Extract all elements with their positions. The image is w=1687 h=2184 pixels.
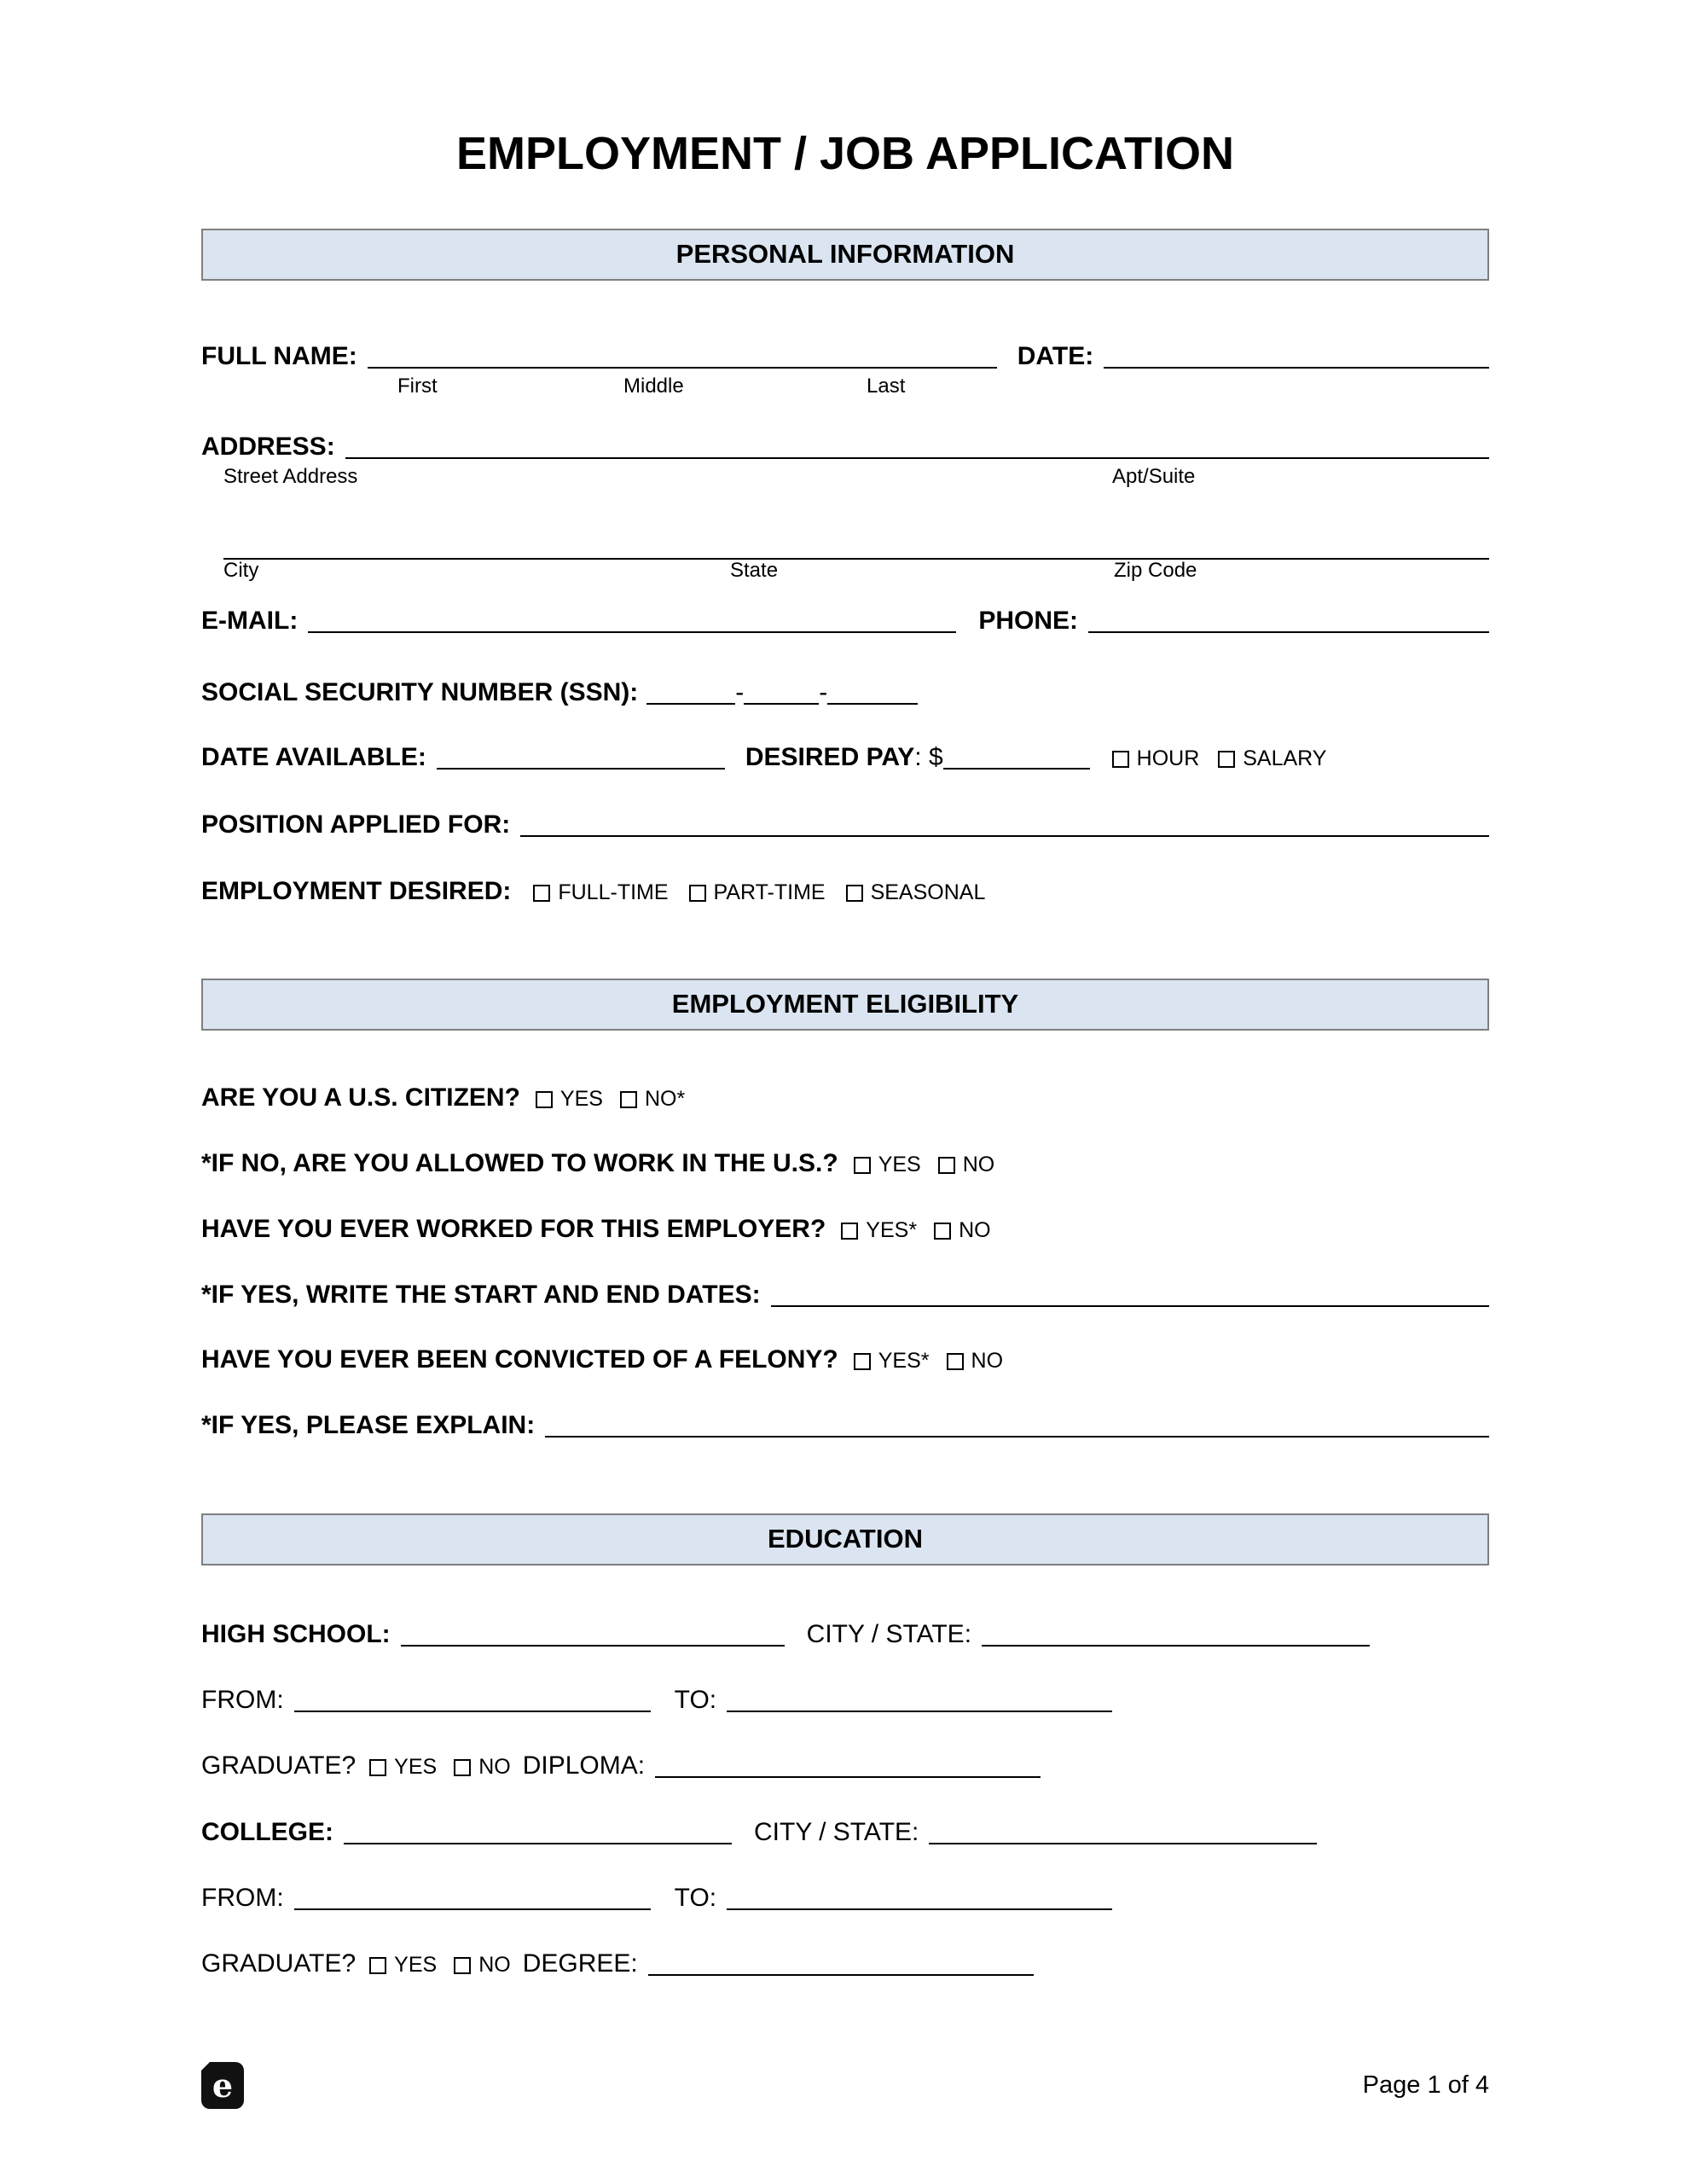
college-graduate-row xyxy=(201,1949,1489,1979)
college-graduate-no-checkbox[interactable] xyxy=(454,1957,471,1974)
citizen-question-row xyxy=(201,1083,1489,1113)
college-label: COLLEGE: xyxy=(201,1818,333,1846)
employment-desired-label: EMPLOYMENT DESIRED: xyxy=(201,877,512,905)
phone-label: PHONE: xyxy=(978,607,1078,635)
sublabel-state: State xyxy=(730,559,779,582)
section-header-personal-information: PERSONAL INFORMATION xyxy=(201,229,1489,281)
felony-explain-input-line[interactable] xyxy=(545,1419,1489,1438)
address-line2-row xyxy=(201,537,1489,555)
felony-no-label: NO xyxy=(971,1349,1004,1373)
worked-before-question-label: HAVE YOU EVER WORKED FOR THIS EMPLOYER? xyxy=(201,1215,826,1243)
college-row xyxy=(201,1818,1489,1847)
citizen-yes-checkbox[interactable] xyxy=(536,1091,553,1108)
sublabel-middle: Middle xyxy=(623,375,684,398)
sublabel-apt-suite: Apt/Suite xyxy=(1112,465,1196,488)
ssn-row xyxy=(201,678,1489,707)
high-school-graduate-yes-checkbox[interactable] xyxy=(369,1759,386,1776)
felony-yes-checkbox[interactable] xyxy=(854,1353,871,1370)
desired-pay-label: DESIRED PAY xyxy=(745,743,915,771)
street-address-input-line[interactable] xyxy=(345,440,1489,459)
ssn-part1-input-line[interactable] xyxy=(646,686,735,705)
high-school-from-input-line[interactable] xyxy=(294,1693,651,1712)
hour-checkbox[interactable] xyxy=(1112,751,1129,768)
address-label: ADDRESS: xyxy=(201,433,335,461)
degree-label: DEGREE: xyxy=(522,1949,638,1978)
allowed-yes-label: YES xyxy=(878,1153,921,1176)
citizen-no-checkbox[interactable] xyxy=(620,1091,637,1108)
college-input-line[interactable] xyxy=(344,1826,732,1844)
date-input-line[interactable] xyxy=(1104,350,1489,369)
college-to-label: TO: xyxy=(674,1884,717,1912)
salary-option-label: SALARY xyxy=(1243,746,1327,770)
felony-explain-label: *IF YES, PLEASE EXPLAIN: xyxy=(201,1411,536,1439)
college-from-label: FROM: xyxy=(201,1884,284,1912)
position-applied-label: POSITION APPLIED FOR: xyxy=(201,810,511,839)
high-school-input-line[interactable] xyxy=(401,1628,785,1647)
start-end-dates-input-line[interactable] xyxy=(771,1288,1489,1307)
position-applied-row xyxy=(201,810,1489,839)
college-graduate-yes-label: YES xyxy=(394,1953,438,1977)
name-sublabels-row xyxy=(201,373,1489,402)
full-name-row xyxy=(201,342,1489,371)
address-row xyxy=(201,433,1489,462)
ssn-separator: - xyxy=(819,678,828,706)
ssn-part3-input-line[interactable] xyxy=(827,686,918,705)
city-state-zip-sublabels-row xyxy=(201,557,1489,586)
phone-input-line[interactable] xyxy=(1088,614,1489,633)
page-number: Page 1 of 4 xyxy=(1362,2071,1489,2099)
full-name-input-line[interactable] xyxy=(368,350,997,369)
email-input-line[interactable] xyxy=(308,614,956,633)
part-time-checkbox[interactable] xyxy=(689,885,706,902)
eforms-logo xyxy=(201,2062,244,2109)
page-footer xyxy=(201,2062,1489,2109)
high-school-dates-row xyxy=(201,1686,1489,1715)
date-available-label: DATE AVAILABLE: xyxy=(201,743,426,771)
allowed-no-checkbox[interactable] xyxy=(938,1157,955,1174)
worked-no-label: NO xyxy=(959,1218,991,1242)
college-dates-row xyxy=(201,1884,1489,1913)
degree-input-line[interactable] xyxy=(648,1957,1034,1976)
position-applied-input-line[interactable] xyxy=(520,818,1489,837)
allowed-yes-checkbox[interactable] xyxy=(854,1157,871,1174)
sublabel-last: Last xyxy=(867,375,906,398)
desired-pay-input-line[interactable] xyxy=(943,751,1090,770)
high-school-graduate-label: GRADUATE? xyxy=(201,1751,357,1780)
citizen-yes-label: YES xyxy=(559,1087,603,1111)
seasonal-option-label: SEASONAL xyxy=(870,880,986,904)
date-available-pay-row xyxy=(201,743,1489,773)
worked-before-question-row xyxy=(201,1215,1489,1245)
felony-yes-label: YES* xyxy=(878,1349,930,1373)
high-school-graduate-no-label: NO xyxy=(478,1755,511,1779)
sublabel-first: First xyxy=(397,375,438,398)
worked-yes-checkbox[interactable] xyxy=(841,1223,858,1240)
ssn-separator: - xyxy=(735,678,745,706)
start-end-dates-row xyxy=(201,1281,1489,1310)
high-school-city-state-input-line[interactable] xyxy=(982,1628,1370,1647)
address-sublabels-row xyxy=(201,463,1489,492)
felony-question-label: HAVE YOU EVER BEEN CONVICTED OF A FELONY? xyxy=(201,1345,838,1374)
sublabel-zip-code: Zip Code xyxy=(1114,559,1197,582)
allowed-no-label: NO xyxy=(962,1153,995,1176)
ssn-label: SOCIAL SECURITY NUMBER (SSN): xyxy=(201,678,639,706)
college-to-input-line[interactable] xyxy=(727,1891,1112,1910)
college-graduate-no-label: NO xyxy=(478,1953,511,1977)
high-school-graduate-yes-label: YES xyxy=(394,1755,438,1779)
high-school-to-label: TO: xyxy=(674,1686,717,1714)
allowed-to-work-question-label: *IF NO, ARE YOU ALLOWED TO WORK IN THE U.S.? xyxy=(201,1149,838,1177)
start-end-dates-label: *IF YES, WRITE THE START AND END DATES: xyxy=(201,1281,761,1309)
felony-no-checkbox[interactable] xyxy=(947,1353,964,1370)
high-school-city-state-label: CITY / STATE: xyxy=(806,1620,972,1648)
eforms-logo-letter: e xyxy=(212,2066,234,2105)
felony-question-row xyxy=(201,1345,1489,1375)
email-phone-row xyxy=(201,607,1489,636)
allowed-to-work-question-row xyxy=(201,1149,1489,1179)
high-school-graduate-no-checkbox[interactable] xyxy=(454,1759,471,1776)
high-school-graduate-row xyxy=(201,1751,1489,1781)
high-school-to-input-line[interactable] xyxy=(727,1693,1112,1712)
diploma-input-line[interactable] xyxy=(655,1759,1041,1778)
employment-desired-row xyxy=(201,877,1489,907)
college-city-state-label: CITY / STATE: xyxy=(754,1818,919,1846)
full-time-option-label: FULL-TIME xyxy=(558,880,669,904)
felony-explain-row xyxy=(201,1411,1489,1440)
college-graduate-label: GRADUATE? xyxy=(201,1949,357,1978)
part-time-option-label: PART-TIME xyxy=(713,880,826,904)
eforms-logo-fold xyxy=(200,2060,212,2072)
section-header-education: EDUCATION xyxy=(201,1513,1489,1565)
salary-checkbox[interactable] xyxy=(1218,751,1235,768)
diploma-label: DIPLOMA: xyxy=(522,1751,646,1780)
citizen-no-label: NO* xyxy=(644,1087,686,1111)
sublabel-city: City xyxy=(223,559,259,582)
worked-no-checkbox[interactable] xyxy=(934,1223,951,1240)
desired-pay-prefix: : $ xyxy=(914,743,943,771)
high-school-row xyxy=(201,1620,1489,1649)
college-graduate-yes-checkbox[interactable] xyxy=(369,1957,386,1974)
worked-yes-label: YES* xyxy=(866,1218,918,1242)
sublabel-street-address: Street Address xyxy=(223,465,358,488)
page-title: EMPLOYMENT / JOB APPLICATION xyxy=(455,128,1235,179)
full-name-label: FULL NAME: xyxy=(201,342,357,370)
high-school-from-label: FROM: xyxy=(201,1686,284,1714)
email-label: E-MAIL: xyxy=(201,607,299,635)
college-city-state-input-line[interactable] xyxy=(929,1826,1317,1844)
college-from-input-line[interactable] xyxy=(294,1891,651,1910)
hour-option-label: HOUR xyxy=(1136,746,1200,770)
citizen-question-label: ARE YOU A U.S. CITIZEN? xyxy=(201,1083,520,1112)
full-time-checkbox[interactable] xyxy=(533,885,550,902)
date-label: DATE: xyxy=(1017,342,1094,370)
ssn-part2-input-line[interactable] xyxy=(744,686,819,705)
high-school-label: HIGH SCHOOL: xyxy=(201,1620,391,1648)
seasonal-checkbox[interactable] xyxy=(846,885,863,902)
section-header-employment-eligibility: EMPLOYMENT ELIGIBILITY xyxy=(201,979,1489,1031)
date-available-input-line[interactable] xyxy=(437,751,725,770)
